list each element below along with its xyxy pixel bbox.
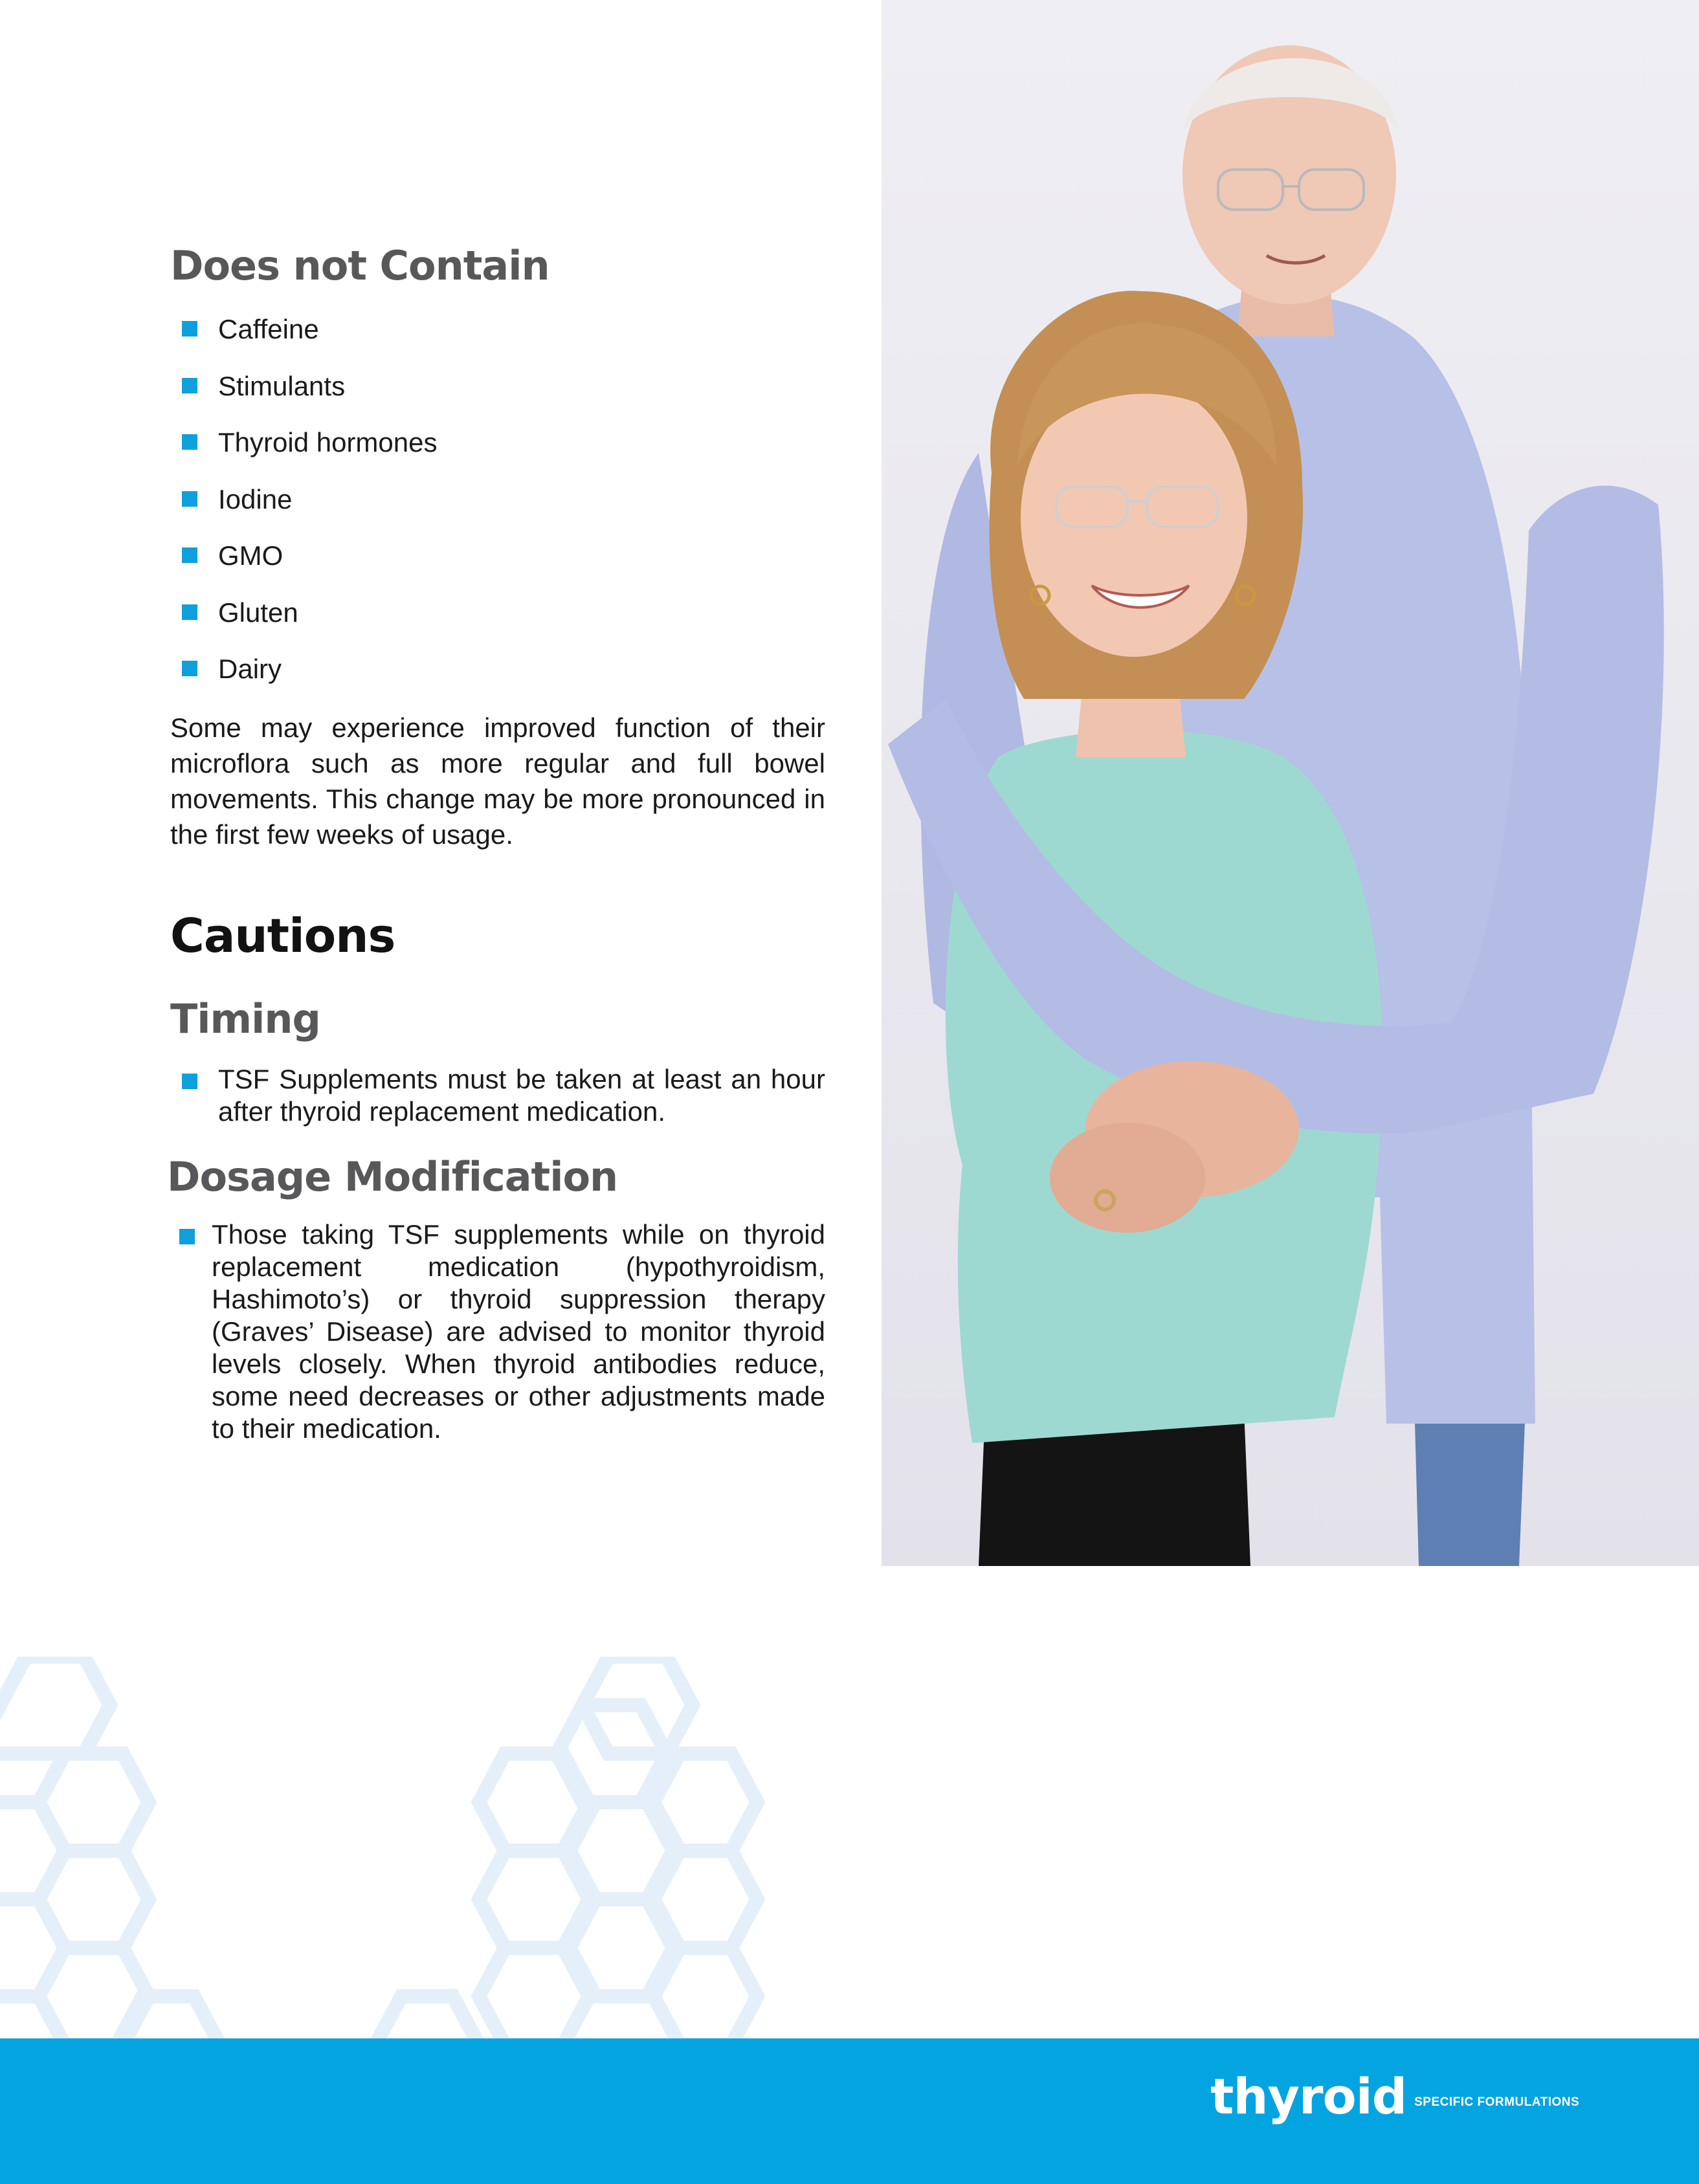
bullet-square-icon bbox=[182, 547, 197, 563]
list-item-label: Dairy bbox=[218, 654, 282, 684]
bullet-square-icon bbox=[182, 434, 197, 450]
list-item bbox=[170, 307, 437, 364]
logo-tagline: SPECIFIC FORMULATIONS bbox=[1414, 2095, 1580, 2109]
dosage-modification-heading: Dosage Modification bbox=[167, 1153, 618, 1200]
bullet-square-icon bbox=[182, 491, 197, 507]
bullet-square-icon bbox=[182, 321, 197, 336]
list-item bbox=[170, 590, 437, 647]
list-item-label: GMO bbox=[218, 540, 283, 571]
dosage-text: Those taking TSF supplements while on thyroid replacement medication (hypothyroidism, Hashimoto’s) or thyroid suppression therapy (Graves’ Disease) are advised to monitor thyroid levels closely. When thyroid antibodies reduce, some need decreases or other adjustments made to their medication. bbox=[212, 1219, 825, 1444]
section-heading-does-not-contain: Does not Contain bbox=[170, 242, 550, 289]
hexagon-pattern bbox=[0, 1657, 841, 2038]
cautions-heading: Cautions bbox=[170, 909, 395, 963]
list-item-label: Gluten bbox=[218, 597, 298, 628]
timing-text: TSF Supplements must be taken at least an hour after thyroid replacement medication. bbox=[218, 1064, 825, 1127]
list-item bbox=[170, 364, 437, 421]
timing-heading: Timing bbox=[170, 995, 320, 1042]
brand-logo bbox=[1210, 2068, 1579, 2125]
bullet-square-icon bbox=[182, 604, 197, 620]
list-item bbox=[170, 420, 437, 477]
couple-photo bbox=[882, 0, 1699, 1566]
list-item bbox=[170, 646, 437, 703]
microflora-paragraph: Some may experience improved function of their microflora such as more regular and full bowel movements. This change may be more pronounced in the first few weeks of usage. bbox=[170, 712, 825, 850]
bullet-square-icon bbox=[182, 661, 197, 676]
bullet-square-icon bbox=[179, 1229, 195, 1244]
bullet-square-icon bbox=[182, 378, 197, 393]
list-item-label: Caffeine bbox=[218, 314, 319, 344]
list-item-label: Stimulants bbox=[218, 370, 346, 401]
list-item bbox=[170, 533, 437, 590]
bullet-square-icon bbox=[182, 1074, 197, 1089]
list-item bbox=[170, 477, 437, 534]
ingredient-exclusion-list bbox=[170, 307, 437, 703]
timing-bullet bbox=[170, 1063, 825, 1128]
list-item-label: Thyroid hormones bbox=[218, 427, 438, 458]
dosage-bullet bbox=[170, 1219, 825, 1445]
list-item-label: Iodine bbox=[218, 483, 293, 514]
logo-wordmark: thyroid bbox=[1210, 2068, 1407, 2125]
